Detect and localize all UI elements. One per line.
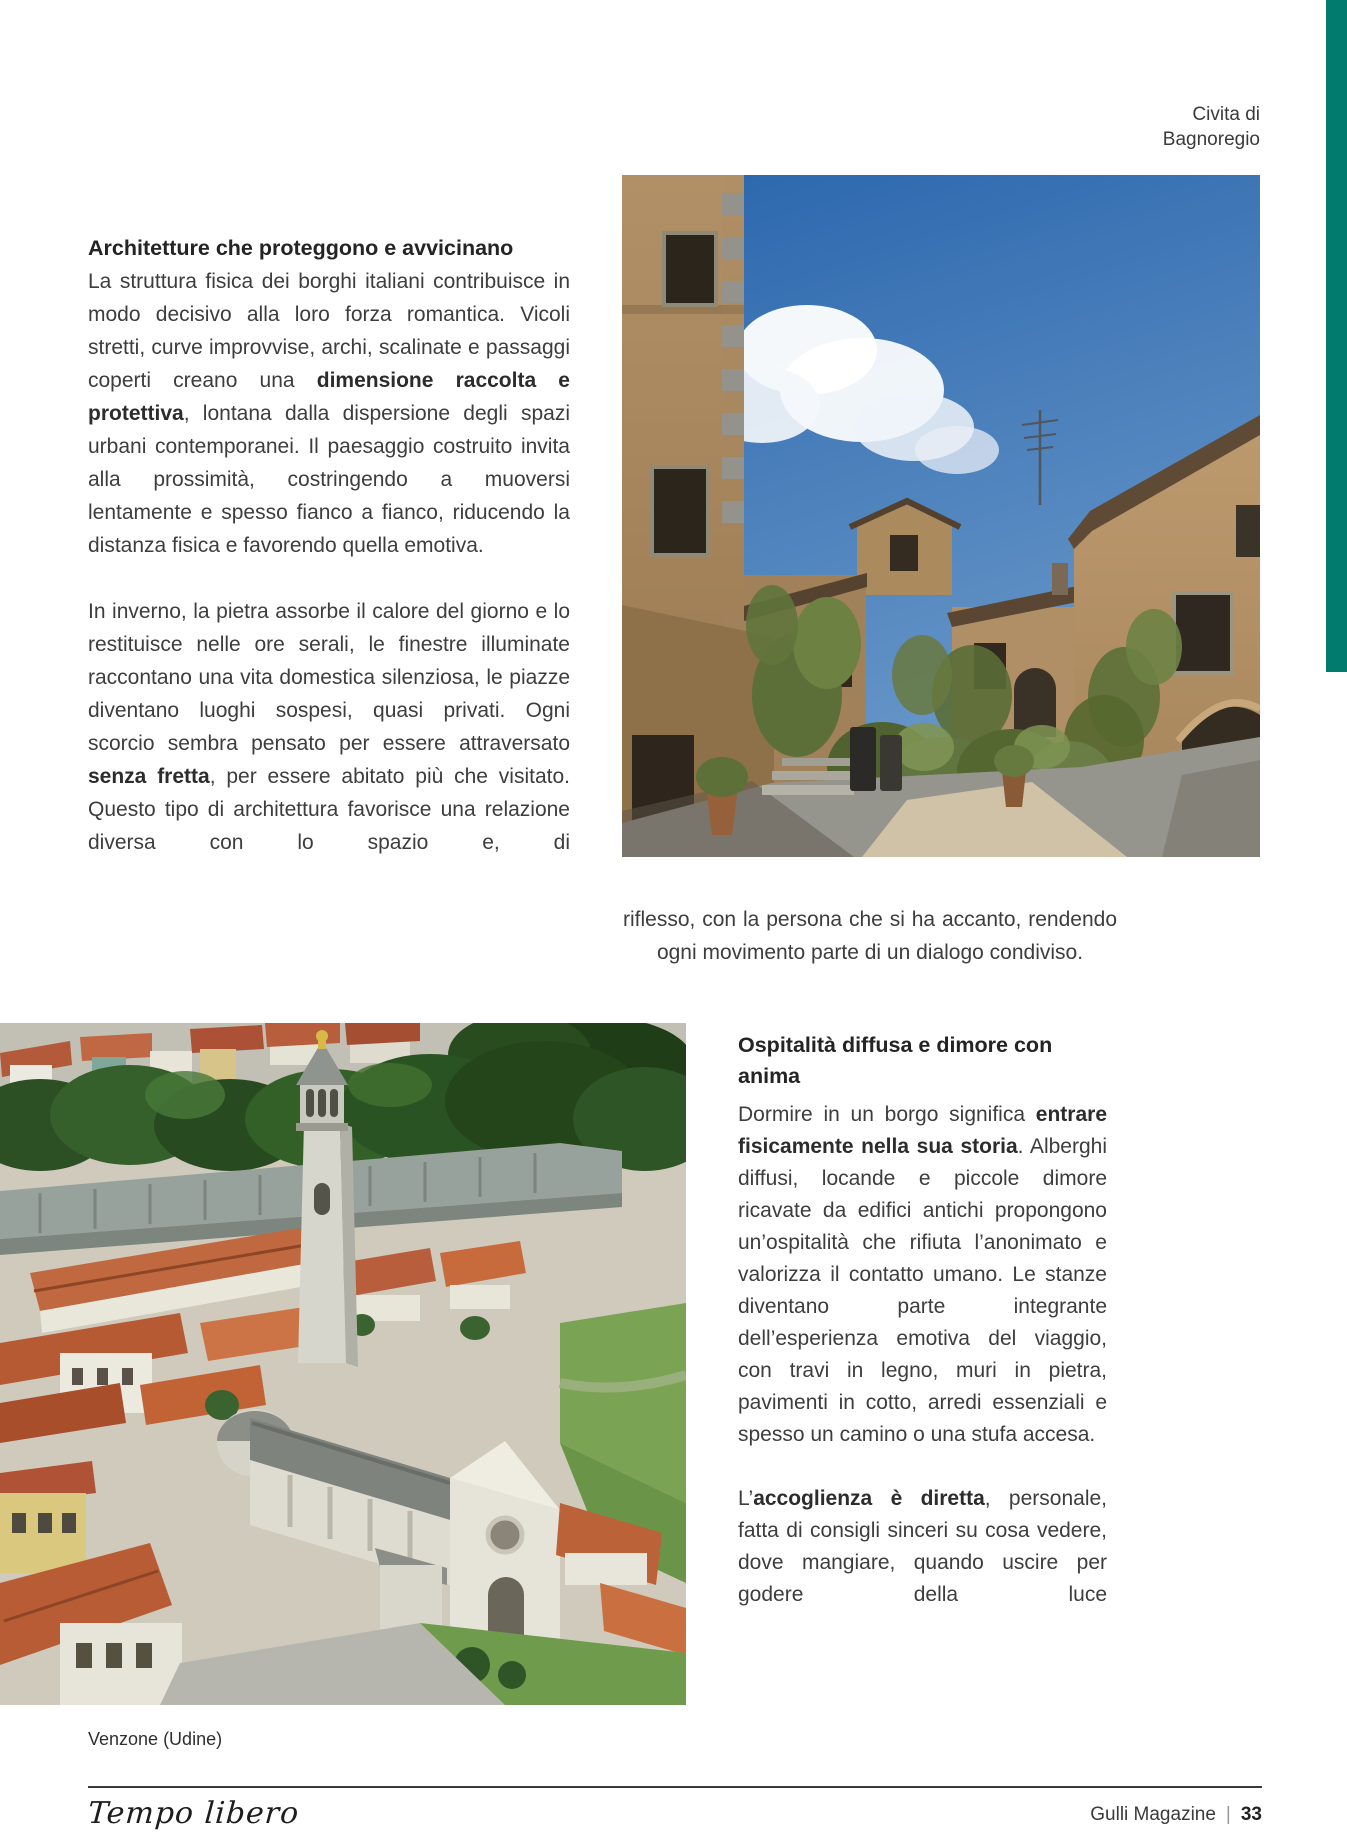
right-paragraph-2: Dormire in un borgo significa entrare fisicamente nella sua storia. Alberghi diffusi, locande e piccole dimore ricavate da edifici antichi propongono un’ospitalità che rifiuta l’anonimato e valorizza il contatto umano. Le stanze diventano parte integrante dell’esperienza emotiva del viaggio, con travi in legno, muri in pietra, pavimenti in cotto, arredi essenziali e spesso un camino o una stufa accesa. [738, 1103, 1107, 1446]
civita-photo-illustration [622, 175, 1260, 857]
venzone-photo [0, 1023, 686, 1705]
section-heading-architetture: Architetture che proteggono e avvicinano [88, 236, 514, 260]
footer-magazine-name: Gulli Magazine [1090, 1804, 1216, 1825]
section-heading-ospitalita: Ospitalità diffusa e dimore con anima [738, 1033, 1053, 1088]
footer-page-info [1090, 1804, 1262, 1826]
accent-bar [1326, 0, 1347, 672]
right-paragraph-bridge: riflesso, con la persona che si ha accanto, rendendo ogni movimento parte di un dialogo condiviso. [623, 908, 1117, 964]
photo2-caption: Venzone (Udine) [88, 1729, 223, 1749]
civita-di-bagnoregio-photo [622, 175, 1260, 857]
venzone-photo-illustration [0, 1023, 686, 1705]
article-right-column [738, 1030, 1107, 1611]
left-paragraph-2: In inverno, la pietra assorbe il calore del giorno e lo restituisce nelle ore serali, le finestre illuminate raccontano una vita domestica silenziosa, le piazze diventano luoghi sospesi, quasi privati. Ogni scorcio sembra pensato per essere attraversato senza fretta, per essere abitato più che visitato. Questo tipo di architettura favorisce una relazione diversa con lo spazio e, di [88, 600, 570, 854]
footer-section-title: Tempo libero [86, 1796, 301, 1831]
left-paragraph-1: La struttura fisica dei borghi italiani contribuisce in modo decisivo alla loro forza romantica. Vicoli stretti, curve improvvise, archi, scalinate e passaggi coperti creano una dimensione raccolta e protettiva, lontana dalla dispersione degli spazi urbani contemporanei. Il paesaggio costruito invita alla prossimità, costringendo a muoversi lentamente e spesso fianco a fianco, riducendo la distanza fisica e favorendo quella emotiva. [88, 270, 570, 557]
article-left-column [88, 232, 570, 859]
right-paragraph-3: L’accoglienza è diretta, personale, fatta di consigli sinceri su cosa vedere, dove mangiare, quando uscire per godere della luce [738, 1487, 1107, 1606]
footer-separator: | [1225, 1804, 1231, 1825]
photo1-caption: Civita di Bagnoregio [1162, 104, 1260, 150]
footer-page-number: 33 [1240, 1804, 1262, 1825]
footer-rule [88, 1786, 1262, 1788]
